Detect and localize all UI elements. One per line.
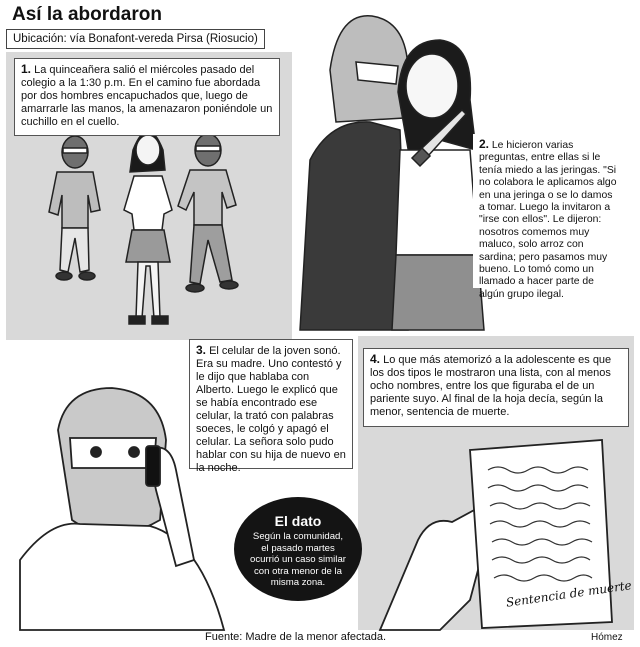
fact-title: El dato bbox=[274, 513, 322, 529]
phone-man-shirt bbox=[20, 524, 224, 630]
panel-3-number: 3. bbox=[196, 343, 207, 357]
panel-4-text: Lo que más atemorizó a la adolescente es que los dos tipos le mostraron una lista, con al menos ocho nombres, entre los que figuraba el de un pariente suyo. Al final de la hoja decía, según la menor, sentencia de muerte. bbox=[370, 354, 612, 418]
artist-signature: Hómez bbox=[591, 632, 623, 643]
note-text: Sentencia de muerte bbox=[505, 578, 633, 610]
fact-badge bbox=[234, 497, 362, 601]
page-title: Así la abordaron bbox=[12, 4, 162, 25]
panel-1-text: La quinceañera salió el miércoles pasado del colegio a la 1:30 p.m. En el camino fue abordada por dos hombres encapuchados que, luego de amarrarle las manos, la amenazaron poniéndole un cuchillo en el cuello. bbox=[21, 64, 273, 128]
source-note: Fuente: Madre de la menor afectada. bbox=[205, 631, 386, 643]
panel-4-number: 4. bbox=[370, 352, 381, 366]
panel-2-number: 2. bbox=[479, 137, 490, 151]
fact-text: Según la comunidad, el pasado martes ocurrió un caso similar con otra menor de la misma zona. bbox=[250, 531, 346, 588]
phone-man-eyes-slit bbox=[70, 438, 156, 468]
panel-4-caption bbox=[363, 348, 629, 427]
location-label: Ubicación: vía Bonafont-vereda Pirsa (Riosucio) bbox=[6, 29, 265, 49]
panel-3-caption bbox=[189, 339, 353, 474]
panel-1-number: 1. bbox=[21, 62, 32, 76]
panel-2-text: Le hicieron varias preguntas, entre ellas si le tenía miedo a las jeringas. "Si no colabora le aplicamos algo en una jeringa o se lo damos a tomar. Luego la invitaron a "irse con ellos". Le dijeron: nosotros comemos muy maluco, solo arroz con sardina; pero pasamos muy bueno. Lo tomó como un llamado a hacer parte de algún grupo ilegal. bbox=[479, 140, 617, 300]
panel-3-text: El celular de la joven sonó. Era su madre. Uno contestó y le dijo que hablaba con Alberto. Luego le explicó que se había encontrado ese celular, la trató con palabras soeces, le colgó y apagó el celular. La señora solo pudo hablar con su hija de nuevo en la noche. bbox=[196, 345, 346, 474]
hand-holding-note bbox=[380, 508, 486, 630]
cellphone-icon bbox=[146, 446, 160, 486]
